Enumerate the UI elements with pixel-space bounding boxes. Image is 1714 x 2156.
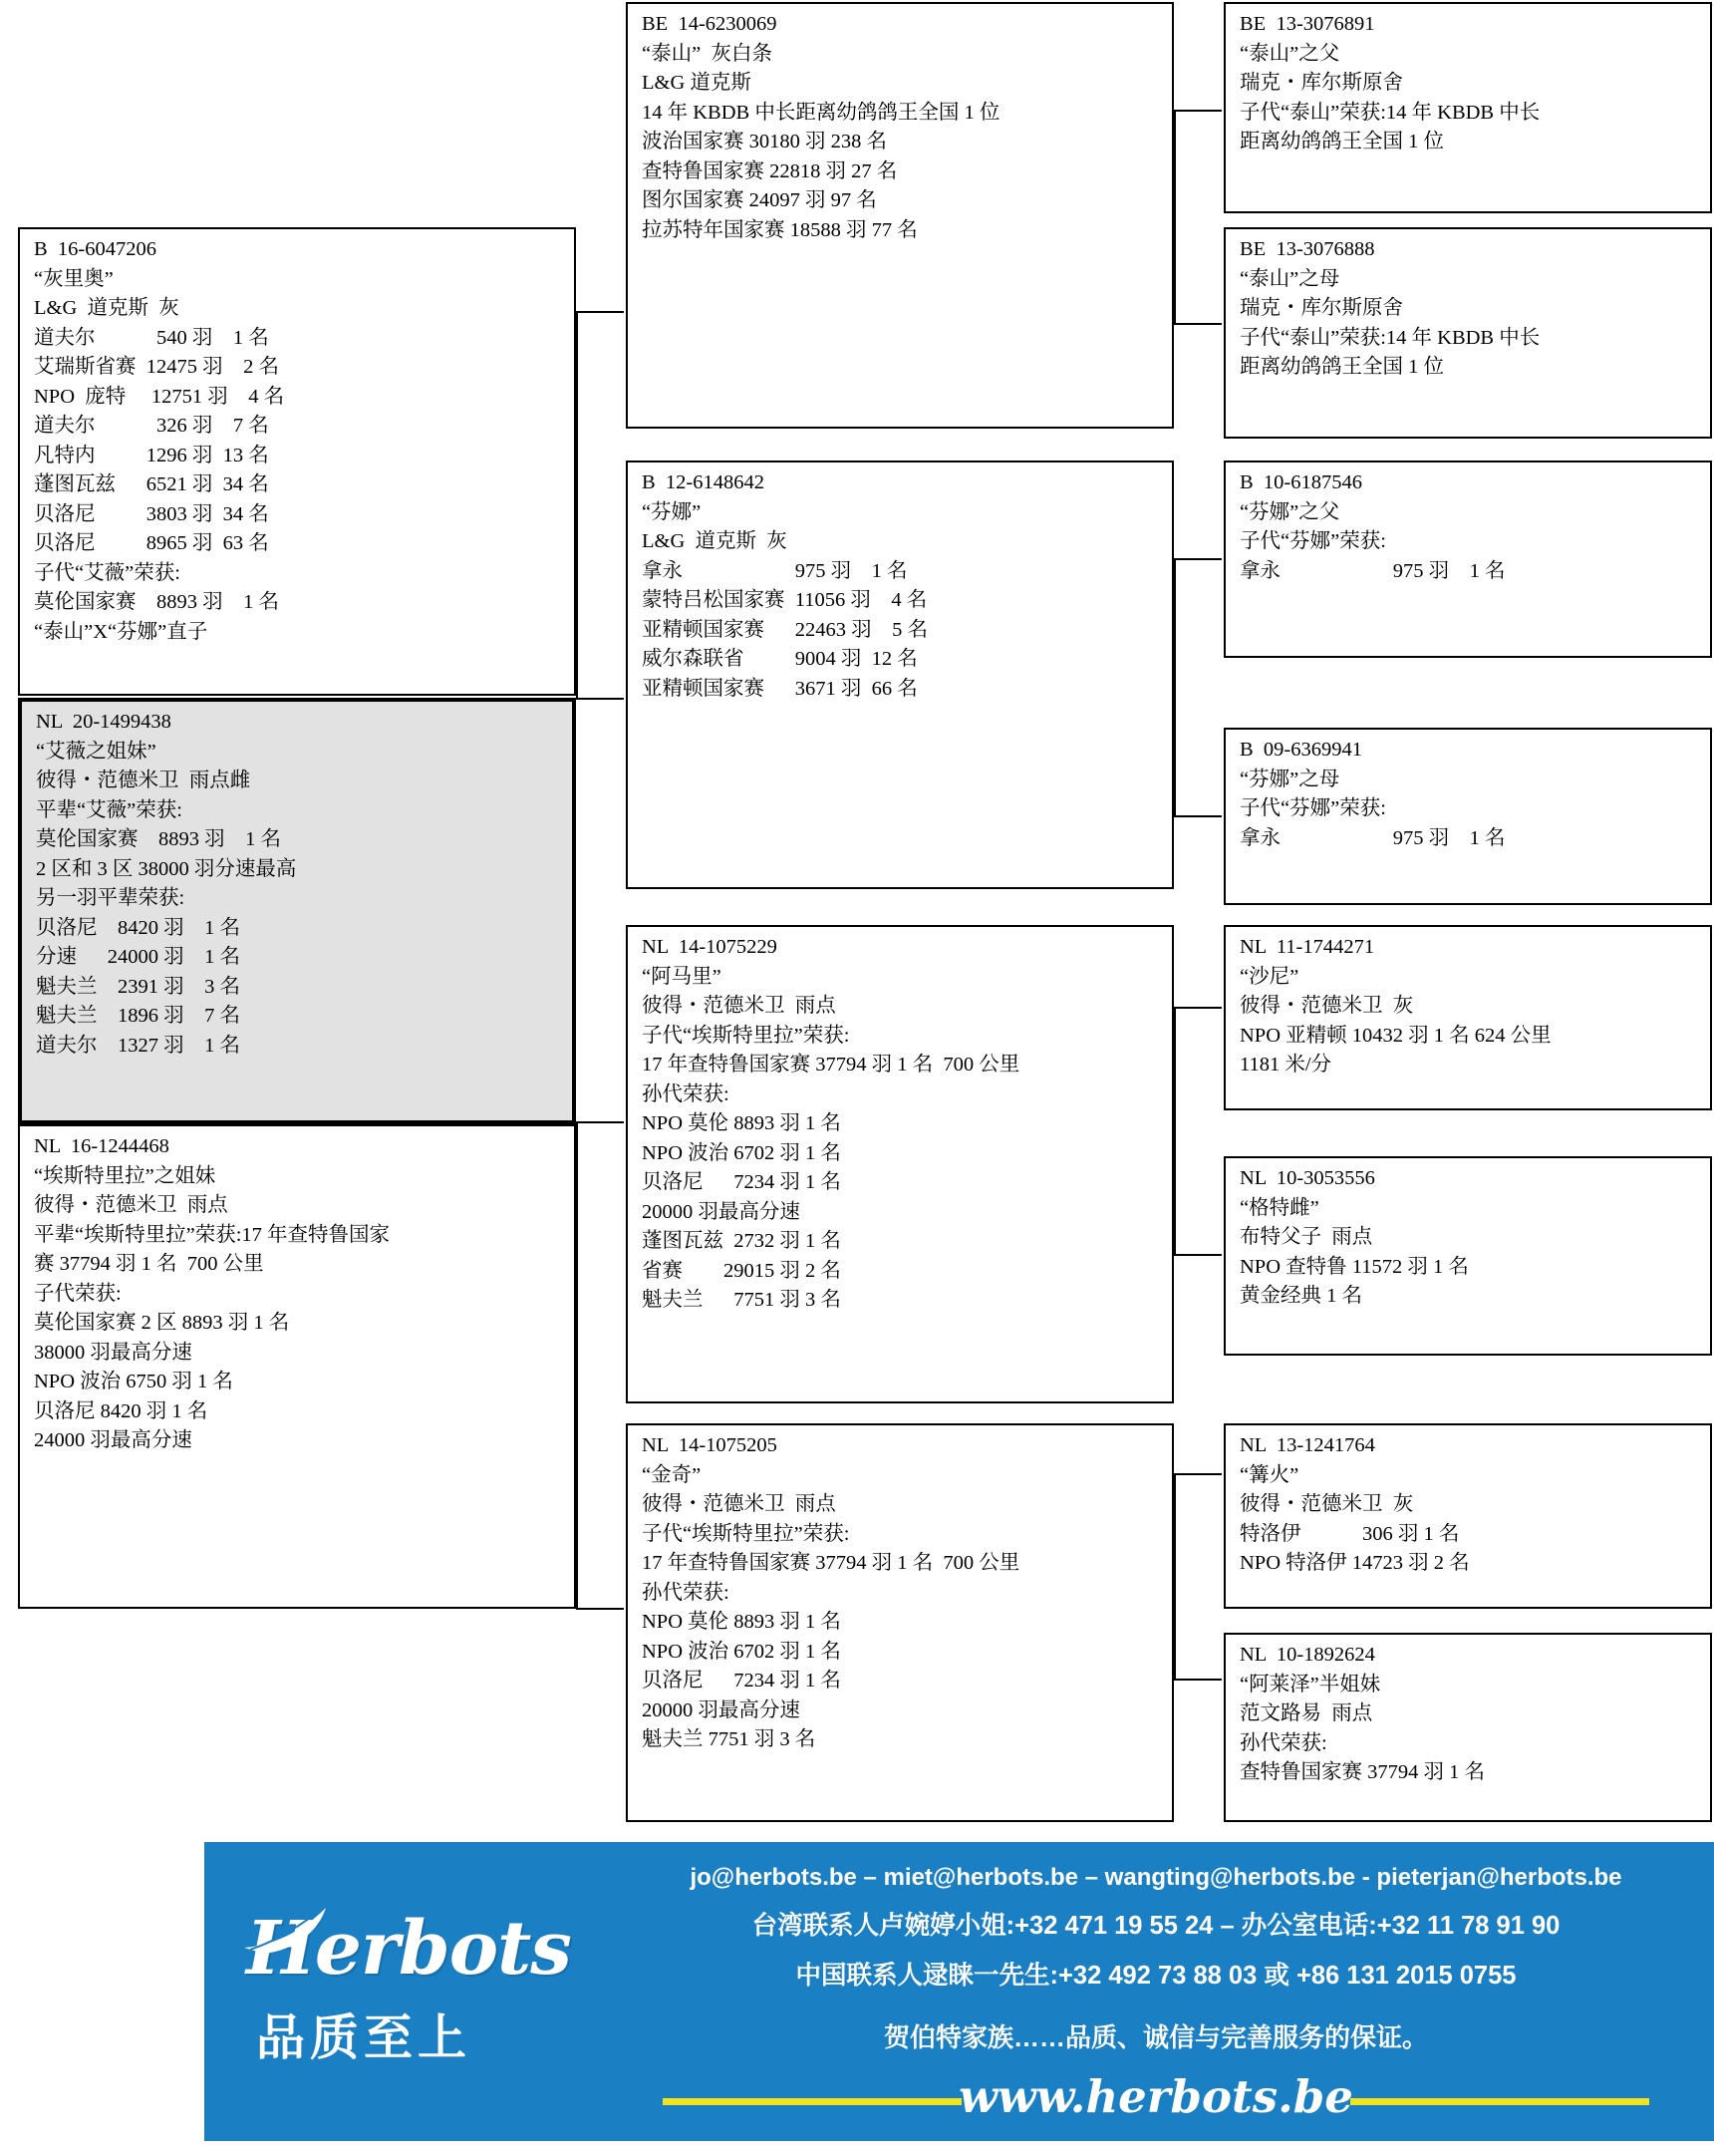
connector-line [1174, 558, 1222, 560]
box-line: 黄金经典 1 名 [1240, 1285, 1362, 1308]
box-line: “芬娜”之父 [1240, 500, 1340, 523]
box-line: 14 年 KBDB 中长距离幼鸽鸽王全国 1 位 [642, 101, 1000, 124]
box-great-granddam-2 [1224, 728, 1712, 905]
box-line: 赛 37794 羽 1 名 700 公里 [34, 1253, 264, 1276]
box-great-grandsire-2 [1224, 461, 1712, 658]
box-line: NPO 庞特 12751 羽 4 名 [34, 385, 285, 408]
box-line: 38000 羽最高分速 [34, 1341, 192, 1364]
rule-left [663, 2098, 962, 2105]
box-line: 子代“埃斯特里拉”荣获: [642, 1522, 850, 1545]
box-line: 范文路易 雨点 [1240, 1702, 1373, 1725]
box-line: B 10-6187546 [1240, 471, 1362, 493]
box-line: 子代“艾薇”荣获: [34, 561, 180, 584]
box-line: 贝洛尼 8420 羽 1 名 [34, 1399, 208, 1422]
box-line: 子代“芬娜”荣获: [1240, 797, 1386, 820]
box-line: 彼得・范德米卫 雨点 [642, 995, 836, 1018]
box-line: “泰山”X“芬娜”直子 [34, 620, 208, 643]
box-line: 凡特内 1296 羽 13 名 [34, 444, 269, 466]
box-line: 17 年查特鲁国家赛 37794 羽 1 名 700 公里 [642, 1054, 1020, 1077]
box-line: 平辈“埃斯特里拉”荣获:17 年查特鲁国家 [34, 1223, 391, 1246]
box-line: 波治国家赛 30180 羽 238 名 [642, 131, 887, 154]
box-line: 孙代荣获: [642, 1082, 729, 1105]
box-line: 分速 24000 羽 1 名 [36, 946, 240, 969]
box-line: 彼得・范德米卫 雨点 [642, 1493, 836, 1516]
box-highlighted-pigeon [18, 698, 576, 1124]
box-line: 子代“泰山”荣获:14 年 KBDB 中长 [1240, 326, 1541, 349]
box-line: L&G 道克斯 灰 [34, 297, 179, 320]
box-line: 道夫尔 326 羽 7 名 [34, 415, 269, 438]
box-line: 魁夫兰 1896 羽 7 名 [36, 1005, 240, 1028]
connector-line [576, 1608, 624, 1610]
box-line: 彼得・范德米卫 雨点雌 [36, 770, 251, 792]
box-line: 拉苏特年国家赛 18588 羽 77 名 [642, 218, 918, 241]
banner-website-row [603, 2070, 1709, 2128]
box-line: 2 区和 3 区 38000 羽分速最高 [36, 857, 297, 880]
box-line: 威尔森联省 9004 羽 12 名 [642, 648, 918, 671]
box-line: NL 10-1892624 [1240, 1644, 1375, 1666]
box-line: 距离幼鸽鸽王全国 1 位 [1240, 356, 1444, 379]
box-line: “灰里奥” [34, 267, 114, 290]
box-line: 20000 羽最高分速 [642, 1698, 800, 1721]
connector-line [1174, 323, 1222, 325]
banner-contact-block [603, 1852, 1709, 2128]
box-line: NL 10-3053556 [1240, 1167, 1375, 1189]
connector-line [1174, 558, 1176, 817]
box-great-grandsire-4 [1224, 1423, 1712, 1609]
box-line: BE 13-3076891 [1240, 13, 1375, 35]
banner-contact-taiwan: 台湾联系人卢婉婷小姐:+32 471 19 55 24 – 办公室电话:+32 11 78 91 90 [751, 1912, 1561, 1940]
connector-line [576, 1121, 624, 1123]
feather-icon [240, 1898, 350, 1958]
box-line: 拿永 975 羽 1 名 [1240, 559, 1506, 582]
box-line: “泰山” 灰白条 [642, 42, 772, 65]
box-line: 蓬图瓦兹 2732 羽 1 名 [642, 1230, 841, 1253]
box-line: 子代“芬娜”荣获: [1240, 530, 1386, 553]
banner-website[interactable]: www.herbots.be [959, 2070, 1353, 2123]
box-line: B 16-6047206 [34, 238, 156, 260]
herbots-banner [204, 1842, 1714, 2141]
box-grandsire-1 [626, 2, 1174, 429]
box-line: 魁夫兰 2391 羽 3 名 [36, 975, 240, 998]
box-line: 道夫尔 540 羽 1 名 [34, 326, 269, 349]
box-line: “篝火” [1240, 1463, 1299, 1486]
box-line: NPO 波治 6702 羽 1 名 [642, 1141, 841, 1164]
box-line: 子代“埃斯特里拉”荣获: [642, 1024, 850, 1047]
box-line: NL 14-1075205 [642, 1434, 777, 1456]
box-line: 亚精顿国家赛 22463 羽 5 名 [642, 618, 928, 641]
box-line: 另一羽平辈荣获: [36, 887, 185, 910]
box-line: 布特父子 雨点 [1240, 1226, 1373, 1249]
box-line: 查特鲁国家赛 22818 羽 27 名 [642, 159, 898, 182]
box-line: 贝洛尼 3803 羽 34 名 [34, 502, 269, 525]
box-line: 贝洛尼 7234 羽 1 名 [642, 1670, 841, 1693]
box-line: 贝洛尼 7234 羽 1 名 [642, 1171, 841, 1194]
box-line: BE 13-3076888 [1240, 238, 1375, 260]
box-line: 平辈“艾薇”荣获: [36, 798, 182, 821]
box-line: 省赛 29015 羽 2 名 [642, 1259, 841, 1282]
connector-line [576, 311, 624, 313]
box-line: “芬娜”之母 [1240, 768, 1340, 790]
box-line: NL 16-1244468 [34, 1135, 169, 1157]
box-line: NL 14-1075229 [642, 936, 777, 958]
box-line: 瑞克・库尔斯原舍 [1240, 72, 1403, 95]
box-line: 距离幼鸽鸽王全国 1 位 [1240, 131, 1444, 154]
rule-right [1350, 2098, 1649, 2105]
box-line: NPO 特洛伊 14723 羽 2 名 [1240, 1552, 1470, 1575]
box-line: 彼得・范德米卫 灰 [1240, 995, 1414, 1018]
box-line: “金奇” [642, 1463, 702, 1486]
banner-contact-china: 中国联系人逯睐一先生:+32 492 73 88 03 或 +86 131 2015 0755 [795, 1962, 1517, 1990]
box-line: NL 11-1744271 [1240, 936, 1375, 958]
box-line: NPO 查特鲁 11572 羽 1 名 [1240, 1255, 1469, 1278]
connector-line [1174, 815, 1222, 817]
box-granddam-2 [626, 1423, 1174, 1822]
box-line: “泰山”之母 [1240, 267, 1340, 290]
connector-line [576, 1121, 578, 1610]
connector-line [1174, 1473, 1176, 1681]
box-line: 蓬图瓦兹 6521 羽 34 名 [34, 473, 269, 496]
connector-line [576, 311, 578, 700]
box-line: 拿永 975 羽 1 名 [642, 559, 908, 582]
connector-line [1174, 110, 1176, 325]
brand-name: Herbots [246, 1906, 571, 1992]
box-line: 图尔国家赛 24097 羽 97 名 [642, 189, 877, 212]
box-line: 莫伦国家赛 2 区 8893 羽 1 名 [34, 1312, 290, 1335]
box-line: 艾瑞斯省赛 12475 羽 2 名 [34, 356, 279, 379]
box-great-grandsire-1 [1224, 2, 1712, 213]
box-line: NPO 亚精顿 10432 羽 1 名 624 公里 [1240, 1024, 1552, 1047]
box-line: BE 14-6230069 [642, 13, 777, 35]
box-line: NL 20-1499438 [36, 711, 171, 733]
box-line: 特洛伊 306 羽 1 名 [1240, 1522, 1460, 1545]
box-great-granddam-4 [1224, 1633, 1712, 1822]
box-line: 24000 羽最高分速 [34, 1429, 192, 1452]
box-great-granddam-3 [1224, 1156, 1712, 1356]
box-line: 莫伦国家赛 8893 羽 1 名 [34, 591, 279, 614]
box-line: 魁夫兰 7751 羽 3 名 [642, 1289, 841, 1312]
box-great-granddam-1 [1224, 227, 1712, 439]
box-line: 20000 羽最高分速 [642, 1200, 800, 1223]
box-line: “泰山”之父 [1240, 42, 1340, 65]
box-line: 孙代荣获: [1240, 1731, 1327, 1754]
box-line: “芬娜” [642, 500, 702, 523]
box-line: 莫伦国家赛 8893 羽 1 名 [36, 828, 281, 851]
box-line: 查特鲁国家赛 37794 羽 1 名 [1240, 1761, 1485, 1784]
box-line: 瑞克・库尔斯原舍 [1240, 297, 1403, 320]
connector-line [1174, 1007, 1176, 1256]
connector-line [1174, 1254, 1222, 1256]
box-line: 道夫尔 1327 羽 1 名 [36, 1034, 240, 1057]
box-line: NPO 莫伦 8893 羽 1 名 [642, 1112, 841, 1135]
connector-line [1174, 1007, 1222, 1009]
box-line: “艾薇之姐妹” [36, 740, 156, 763]
box-line: “沙尼” [1240, 965, 1299, 988]
box-line: 拿永 975 羽 1 名 [1240, 826, 1506, 849]
box-line: 17 年查特鲁国家赛 37794 羽 1 名 700 公里 [642, 1552, 1020, 1575]
box-line: NPO 波治 6750 羽 1 名 [34, 1371, 233, 1393]
box-line: NPO 莫伦 8893 羽 1 名 [642, 1611, 841, 1634]
box-line: 魁夫兰 7751 羽 3 名 [642, 1728, 816, 1751]
box-line: 子代“泰山”荣获:14 年 KBDB 中长 [1240, 101, 1541, 124]
box-line: 彼得・范德米卫 灰 [1240, 1493, 1414, 1516]
box-line: “格特雌” [1240, 1196, 1319, 1219]
box-line: 孙代荣获: [642, 1581, 729, 1604]
box-line: 贝洛尼 8420 羽 1 名 [36, 916, 240, 939]
box-line: 1181 米/分 [1240, 1054, 1332, 1077]
box-line: “阿马里” [642, 965, 721, 988]
connector-line [1174, 110, 1222, 112]
box-line: B 09-6369941 [1240, 739, 1362, 761]
box-subject [18, 227, 576, 696]
brand-subtitle: 品质至上 [256, 2011, 472, 2065]
box-line: 亚精顿国家赛 3671 羽 66 名 [642, 677, 918, 700]
box-line: B 12-6148642 [642, 471, 764, 493]
box-line: “埃斯特里拉”之姐妹 [34, 1164, 216, 1187]
box-line: L&G 道克斯 [642, 72, 751, 95]
connector-line [1174, 1679, 1222, 1681]
box-line: NPO 波治 6702 羽 1 名 [642, 1640, 841, 1663]
box-line: 子代荣获: [34, 1282, 122, 1305]
connector-line [576, 698, 624, 700]
banner-emails[interactable]: jo@herbots.be – miet@herbots.be – wangting@herbots.be - pieterjan@herbots.be [690, 1864, 1622, 1891]
box-line: NL 13-1241764 [1240, 1434, 1375, 1456]
box-line: “阿莱泽”半姐妹 [1240, 1673, 1381, 1695]
box-line: 蒙特吕松国家赛 11056 羽 4 名 [642, 589, 928, 612]
box-line: 彼得・范德米卫 雨点 [34, 1194, 228, 1217]
box-line: L&G 道克斯 灰 [642, 530, 787, 553]
herbots-logo [234, 1860, 613, 2119]
box-dam [18, 1124, 576, 1609]
box-granddam-1 [626, 461, 1174, 889]
banner-slogan: 贺伯特家族……品质、诚信与完善服务的保证。 [883, 2022, 1428, 2052]
box-grandsire-2 [626, 925, 1174, 1403]
connector-line [1174, 1473, 1222, 1475]
box-line: 贝洛尼 8965 羽 63 名 [34, 532, 269, 555]
box-great-grandsire-3 [1224, 925, 1712, 1110]
